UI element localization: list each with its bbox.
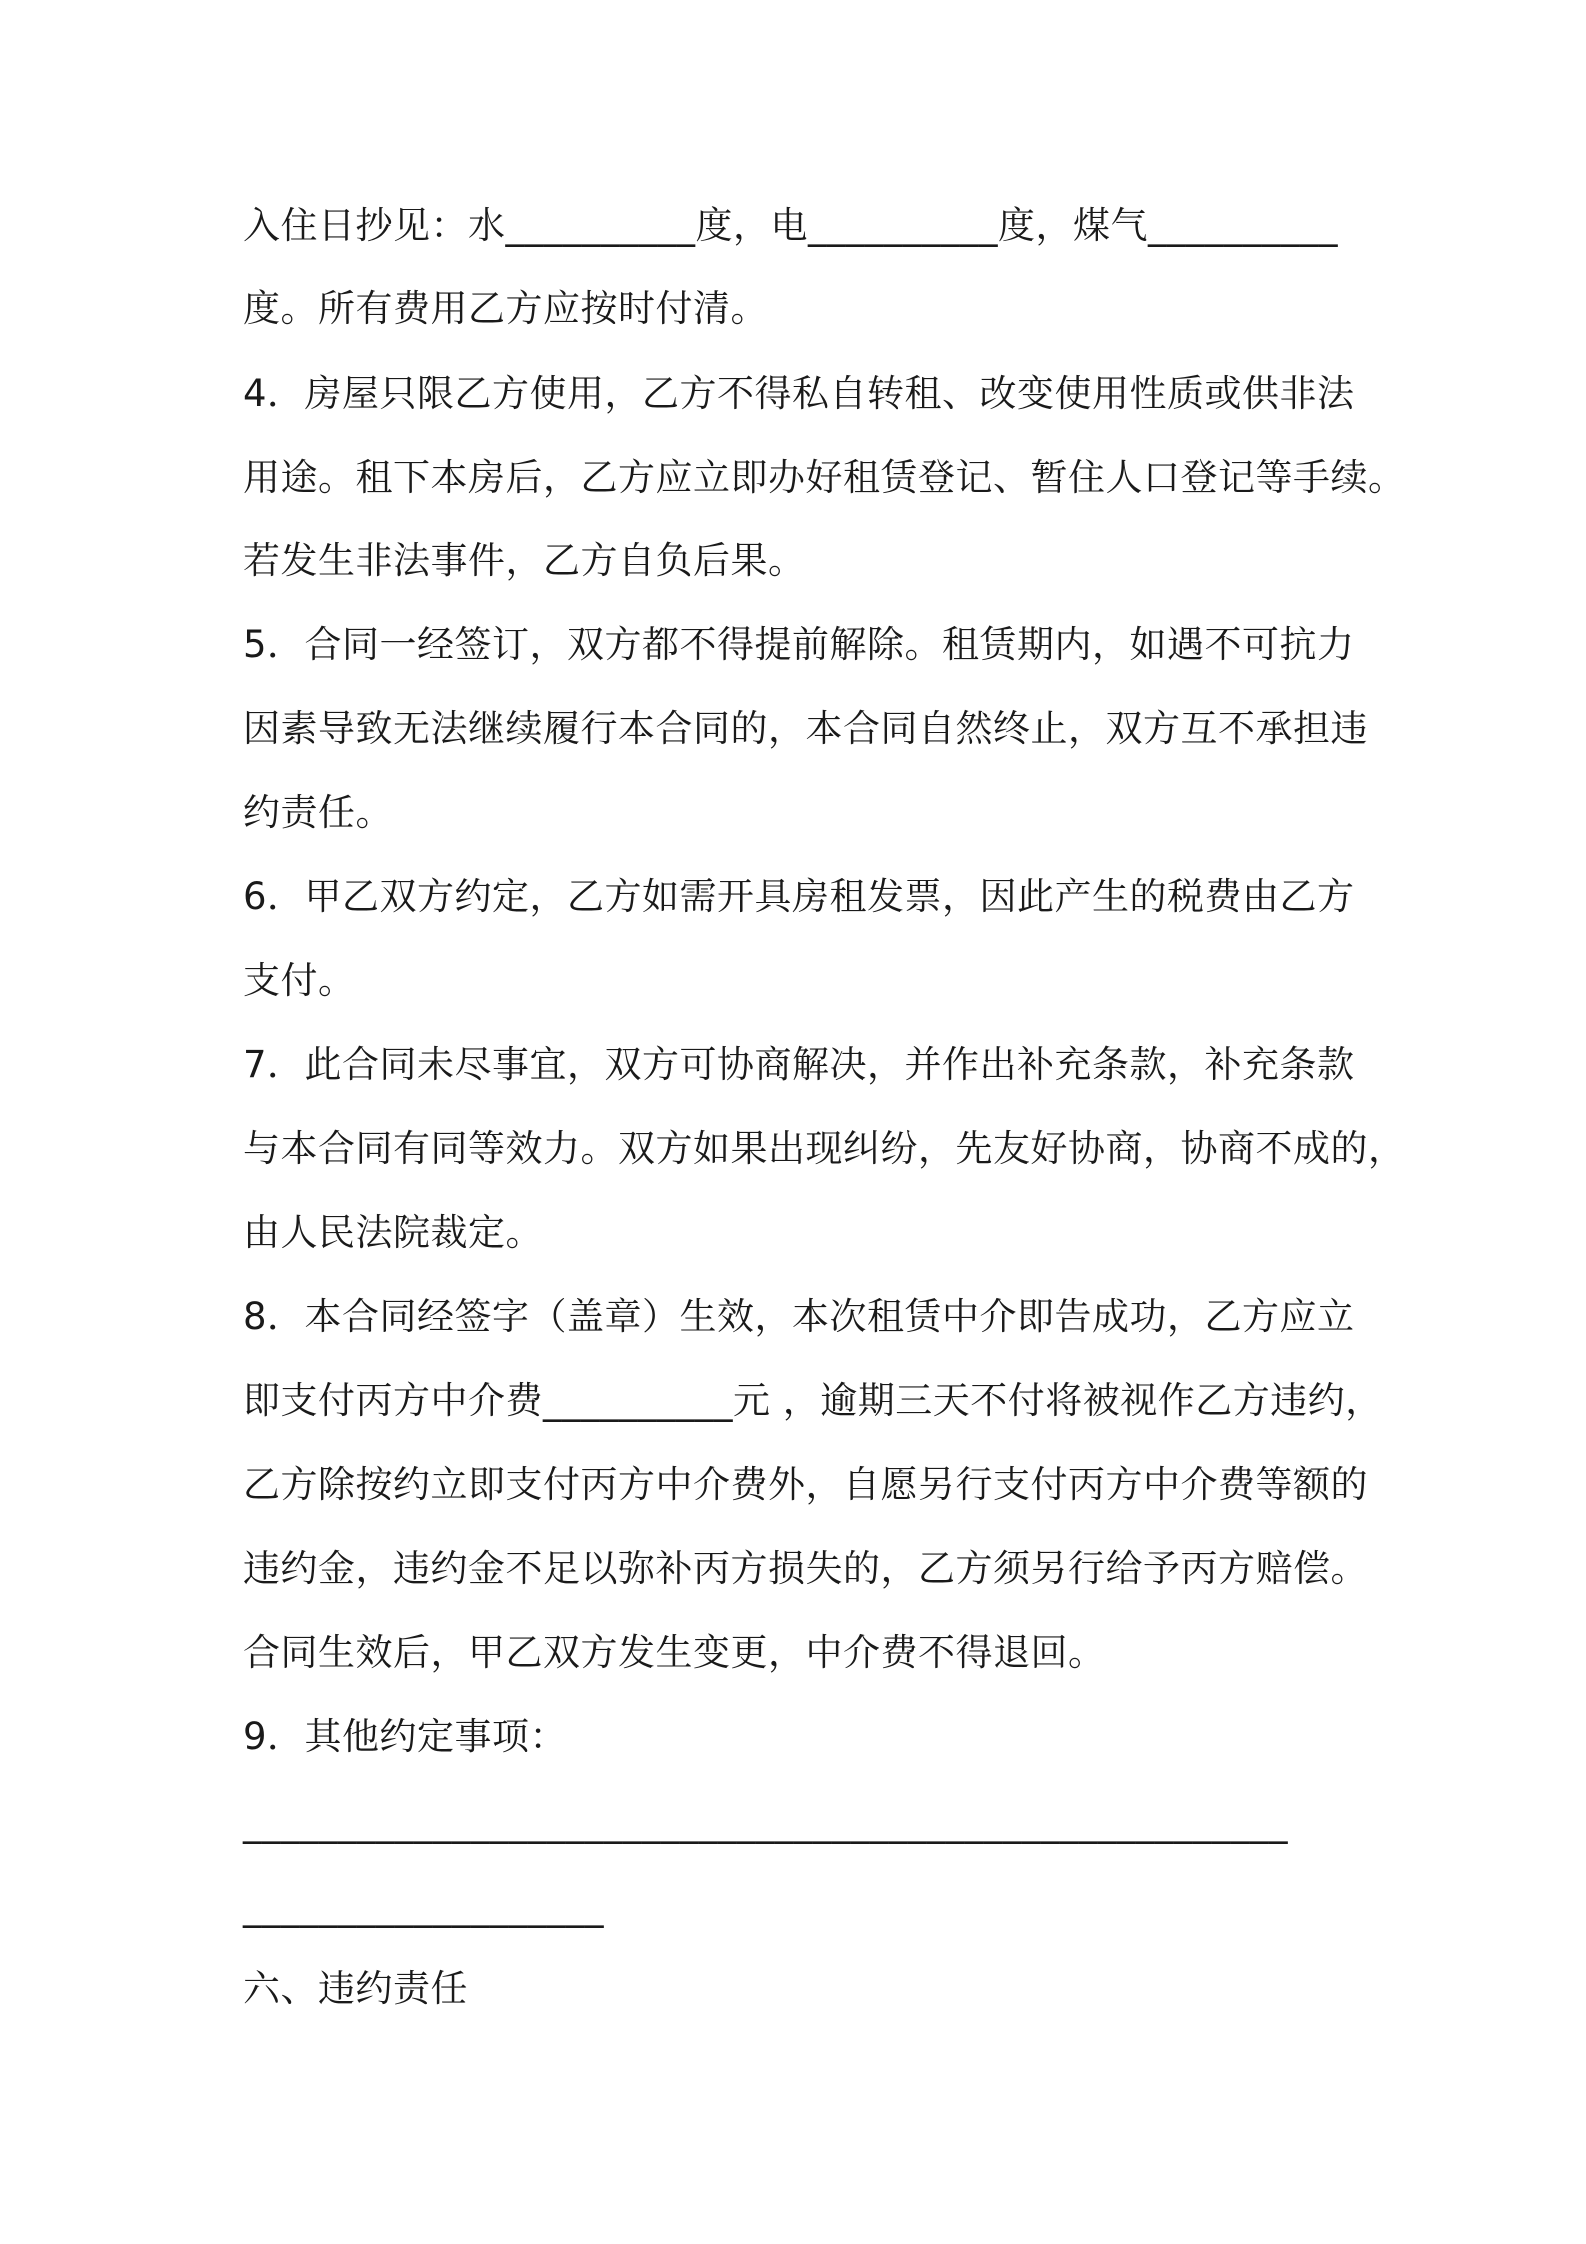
- clause-8-line-1: 8．本合同经签字（盖章）生效，本次租赁中介即告成功，乙方应立: [243, 1295, 1355, 1338]
- clause-7-line-2: 与本合同有同等效力。双方如果出现纠纷，先友好协商，协商不成的，: [243, 1127, 1406, 1170]
- clause-4-line-2: 用途。租下本房后，乙方应立即办好租赁登记、暂住人口登记等手续。: [243, 456, 1406, 499]
- clause-7-line-1: 7．此合同未尽事宜，双方可协商解决，并作出补充条款，补充条款: [243, 1043, 1355, 1086]
- clause-7-line-3: 由人民法院裁定。: [243, 1211, 543, 1254]
- clause-8-line-3: 乙方除按约立即支付丙方中介费外，自愿另行支付丙方中介费等额的: [243, 1463, 1368, 1506]
- text-line-payment-note: 度。所有费用乙方应按时付清。: [243, 287, 768, 330]
- clause-8-line-2: 即支付丙方中介费__________元 ，逾期三天不付将被视作乙方违约，: [243, 1379, 1383, 1422]
- clause-8-line-5: 合同生效后，甲乙双方发生变更，中介费不得退回。: [243, 1631, 1106, 1674]
- clause-5-line-3: 约责任。: [243, 791, 393, 834]
- clause-5-line-1: 5．合同一经签订，双方都不得提前解除。租赁期内，如遇不可抗力: [243, 623, 1355, 666]
- clause-4-line-3: 若发生非法事件，乙方自负后果。: [243, 539, 806, 582]
- clause-5-line-2: 因素导致无法继续履行本合同的，本合同自然终止，双方互不承担违: [243, 707, 1368, 750]
- section-heading-breach-liability: 六、违约责任: [243, 1967, 468, 2010]
- clause-4-line-1: 4．房屋只限乙方使用，乙方不得私自转租、改变使用性质或供非法: [243, 372, 1355, 415]
- clause-6-line-2: 支付。: [243, 959, 356, 1002]
- blank-fill-line-1: _______________________________________________________: [243, 1801, 1288, 1844]
- clause-9-heading: 9．其他约定事项：: [243, 1715, 568, 1758]
- blank-fill-line-2: ___________________: [243, 1885, 604, 1928]
- clause-8-line-4: 违约金，违约金不足以弥补丙方损失的，乙方须另行给予丙方赔偿。: [243, 1547, 1368, 1590]
- text-line-meter-readings: 入住日抄见：水__________度，电__________度，煤气__________: [243, 204, 1338, 247]
- clause-6-line-1: 6．甲乙双方约定，乙方如需开具房租发票，因此产生的税费由乙方: [243, 875, 1355, 918]
